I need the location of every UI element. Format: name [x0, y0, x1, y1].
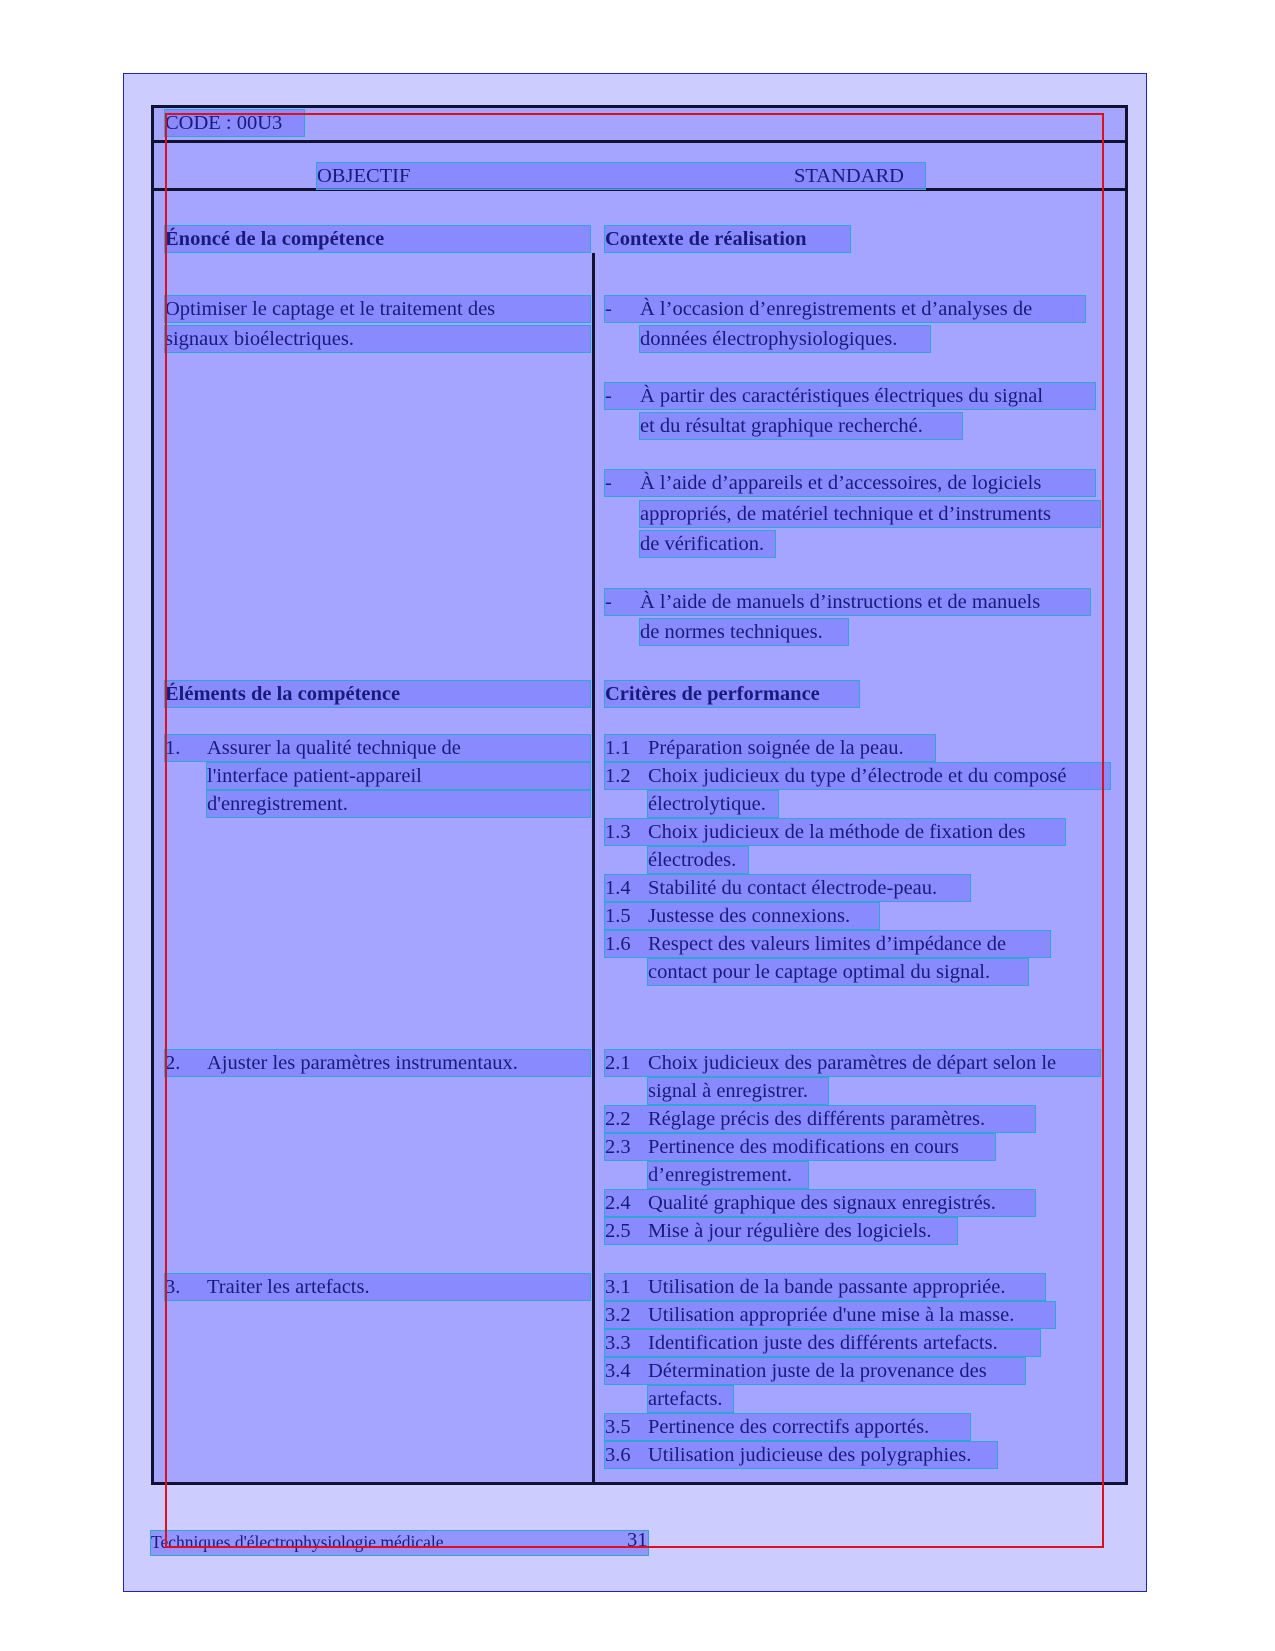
critere-number: 2.1 [605, 1052, 631, 1074]
critere-1-4 [605, 875, 970, 901]
element-3 [165, 1274, 590, 1300]
critere-number: 1.6 [605, 933, 631, 955]
critere-1-6 [605, 931, 1050, 957]
enonce-title: Énoncé de la compétence [165, 226, 590, 252]
critere-text: Identification juste des différents artefacts. [648, 1332, 998, 1354]
critere-number: 1.1 [605, 737, 631, 759]
critere-text: Justesse des connexions. [648, 905, 851, 927]
element-1-number: 1. [165, 737, 181, 759]
critere-3-1 [605, 1274, 1045, 1300]
element-2-text: Ajuster les paramètres instrumentaux. [207, 1052, 518, 1074]
critere-number: 2.3 [605, 1136, 631, 1158]
contexte-item-3 [605, 470, 1095, 496]
critere-1-3-line-2: électrodes. [648, 847, 748, 873]
critere-2-1-line-2: signal à enregistrer. [648, 1078, 828, 1104]
contexte-item-4-line-1: À l’aide de manuels d’instructions et de manuels [640, 591, 1041, 613]
critere-3-3 [605, 1330, 1040, 1356]
column-header-objectif: OBJECTIF [317, 165, 411, 187]
critere-2-3-line-2: d’enregistrement. [648, 1162, 808, 1188]
critere-3-4-line-2: artefacts. [648, 1386, 733, 1412]
critere-text: Utilisation de la bande passante appropriée. [648, 1276, 1006, 1298]
critere-2-5 [605, 1218, 957, 1244]
critere-text: Préparation soignée de la peau. [648, 737, 904, 759]
contexte-item-2-line-2: et du résultat graphique recherché. [640, 413, 962, 439]
critere-number: 2.5 [605, 1220, 631, 1242]
critere-text: Qualité graphique des signaux enregistrés. [648, 1192, 996, 1214]
contexte-item-1-line-1: À l’occasion d’enregistrements et d’analyses de [640, 298, 1033, 320]
footer-program-name: Techniques d'électrophysiologie médicale [151, 1532, 444, 1552]
column-header-standard: STANDARD [794, 165, 904, 187]
critere-text: Détermination juste de la provenance des [648, 1360, 987, 1382]
contexte-title: Contexte de réalisation [605, 226, 850, 252]
element-1-text-1: Assurer la qualité technique de [207, 737, 461, 759]
critere-text: Stabilité du contact électrode-peau. [648, 877, 938, 899]
element-2 [165, 1050, 590, 1076]
elements-title: Éléments de la compétence [165, 681, 590, 707]
contexte-item-1-line-2: données électrophysiologiques. [640, 326, 930, 352]
critere-text: Choix judicieux du type d’électrode et du composé [648, 765, 1067, 787]
critere-1-6-line-2: contact pour le captage optimal du signal. [648, 959, 1028, 985]
element-1-line-1 [165, 735, 590, 761]
bullet-dash: - [605, 472, 612, 494]
element-3-text: Traiter les artefacts. [207, 1276, 370, 1298]
critere-text: Choix judicieux des paramètres de départ selon le [648, 1052, 1057, 1074]
contexte-item-4 [605, 589, 1090, 615]
critere-text: Respect des valeurs limites d’impédance de [648, 933, 1007, 955]
enonce-line-2: signaux bioélectriques. [165, 326, 590, 352]
contexte-item-2 [605, 383, 1095, 409]
header-divider [154, 140, 1125, 143]
element-1-line-3: d'enregistrement. [207, 791, 590, 817]
critere-number: 3.5 [605, 1416, 631, 1438]
critere-3-5 [605, 1414, 970, 1440]
page-number: 31 [627, 1529, 648, 1551]
critere-number: 3.3 [605, 1332, 631, 1354]
critere-number: 3.6 [605, 1444, 631, 1466]
contexte-item-1 [605, 296, 1085, 322]
critere-number: 1.3 [605, 821, 631, 843]
critere-1-3 [605, 819, 1065, 845]
contexte-item-3-line-2: appropriés, de matériel technique et d’instruments [640, 501, 1100, 527]
column-divider [592, 253, 595, 1482]
critere-number: 2.4 [605, 1192, 631, 1214]
contexte-item-2-line-1: À partir des caractéristiques électriques du signal [640, 385, 1044, 407]
critere-3-6 [605, 1442, 997, 1468]
enonce-line-1: Optimiser le captage et le traitement des [165, 296, 590, 322]
critere-1-2 [605, 763, 1110, 789]
criteres-title: Critères de performance [605, 681, 859, 707]
critere-3-4 [605, 1358, 1025, 1384]
critere-text: Pertinence des modifications en cours [648, 1136, 959, 1158]
element-2-number: 2. [165, 1052, 181, 1074]
critere-2-4 [605, 1190, 1035, 1216]
critere-3-2 [605, 1302, 1055, 1328]
code-label: CODE : 00U3 [165, 110, 304, 136]
critere-number: 1.2 [605, 765, 631, 787]
contexte-item-4-line-2: de normes techniques. [640, 619, 848, 645]
bullet-dash: - [605, 385, 612, 407]
contexte-item-3-line-1: À l’aide d’appareils et d’accessoires, de logiciels [640, 472, 1042, 494]
critere-2-1 [605, 1050, 1100, 1076]
critere-number: 3.2 [605, 1304, 631, 1326]
contexte-item-3-line-3: de vérification. [640, 531, 775, 557]
critere-number: 1.5 [605, 905, 631, 927]
critere-2-3 [605, 1134, 995, 1160]
critere-text: Utilisation judicieuse des polygraphies. [648, 1444, 972, 1466]
critere-2-2 [605, 1106, 1035, 1132]
critere-1-1 [605, 735, 935, 761]
critere-1-5 [605, 903, 879, 929]
critere-number: 2.2 [605, 1108, 631, 1130]
bullet-dash: - [605, 298, 612, 320]
critere-text: Réglage précis des différents paramètres. [648, 1108, 986, 1130]
critere-text: Mise à jour régulière des logiciels. [648, 1220, 932, 1242]
critere-text: Choix judicieux de la méthode de fixation des [648, 821, 1026, 843]
critere-number: 3.1 [605, 1276, 631, 1298]
bullet-dash: - [605, 591, 612, 613]
critere-number: 1.4 [605, 877, 631, 899]
critere-text: Pertinence des correctifs apportés. [648, 1416, 930, 1438]
critere-number: 3.4 [605, 1360, 631, 1382]
critere-text: Utilisation appropriée d'une mise à la masse. [648, 1304, 1015, 1326]
element-1-line-2: l'interface patient-appareil [207, 763, 590, 789]
critere-1-2-line-2: électrolytique. [648, 791, 778, 817]
element-3-number: 3. [165, 1276, 181, 1298]
